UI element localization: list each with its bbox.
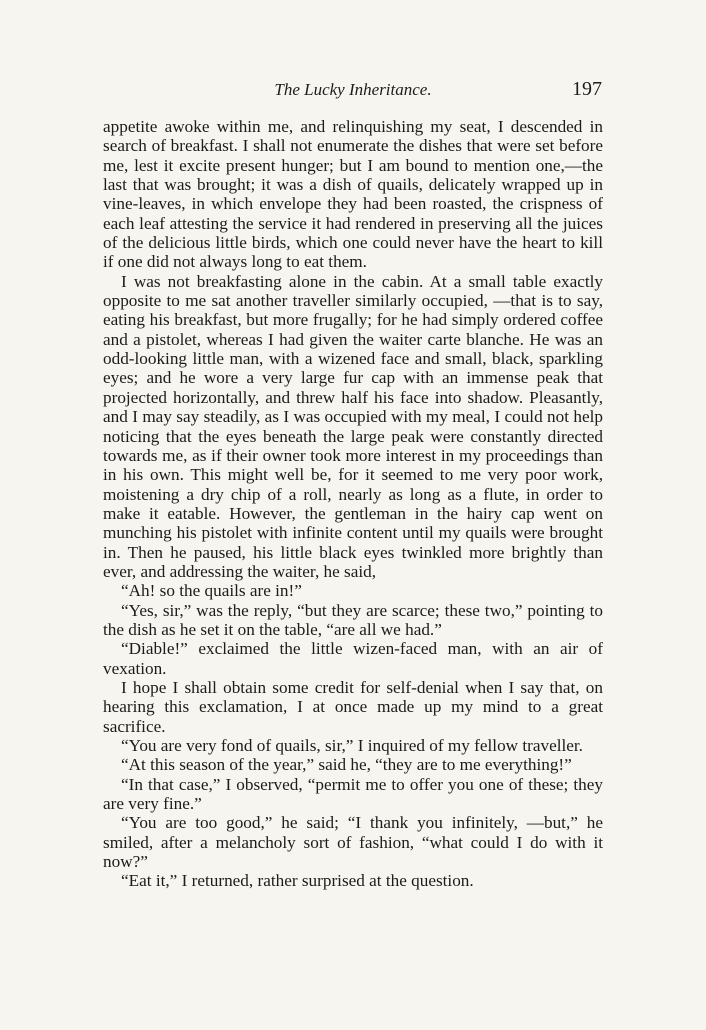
dialogue-paragraph: “You are very fond of quails, sir,” I inquired of my fellow traveller.	[121, 736, 583, 755]
page-header	[104, 80, 602, 104]
page-number: 197	[572, 78, 602, 100]
body-text	[103, 117, 603, 891]
paragraph: I was not breakfasting alone in the cabin. At a small table exactly opposite to me sat another traveller similarly occupied, —that is to say, eating his breakfast, but more frugally; for he had simply ordered coffee and a pistolet, whereas I had given the waiter carte blanche. He was an odd-looking little man, with a wizened face and small, black, sparkling eyes; and he wore a very large fur cap with an immense peak that projected horizontally, and threw half his face into shadow. Pleasantly, and I may say steadily, as I was occupied with my meal, I could not help noticing that the eyes beneath the large peak were constantly directed towards me, as if their owner took more interest in my proceedings than in his own. This might well be, for it seemed to me very poor work, moistening a dry chip of a roll, nearly as long as a flute, in order to make it eatable. However, the gentleman in the hairy cap went on munching his pistolet with infinite content until my quails were brought in. Then he paused, his little black eyes twinkled more brightly than ever, and addressing the waiter, he said,	[103, 271, 603, 581]
dialogue-paragraph: “Eat it,” I returned, rather surprised at the question.	[121, 871, 474, 891]
running-title: The Lucky Inheritance.	[274, 80, 432, 99]
dialogue-paragraph: “In that case,” I observed, “permit me to offer you one of these; they are very fine.”	[103, 774, 603, 814]
dialogue-paragraph: “You are too good,” he said; “I thank you infinitely, —but,” he smiled, after a melancholy sort of fashion, “what could I do with it now?”	[103, 813, 603, 872]
dialogue-paragraph: “Yes, sir,” was the reply, “but they are scarce; these two,” pointing to the dish as he set it on the table, “are all we had.”	[103, 600, 603, 639]
paragraph: I hope I shall obtain some credit for self-denial when I say that, on hearing this exclamation, I at once made up my mind to a great sacrifice.	[103, 677, 603, 736]
paragraph: appetite awoke within me, and relinquishing my seat, I descended in search of breakfast. I shall not enumerate the dishes that were set before me, lest it excite present hunger; but I am bound to mention one,—the last that was brought; it was a dish of quails, delicately wrapped up in vine-leaves, in which envelope they had been roasted, the crispness of each leaf attesting the service it had rendered in preserving all the juices of the delicious little birds, which one could never have the heart to kill if one did not always long to eat them.	[103, 117, 603, 272]
dialogue-paragraph: “Diable!” exclaimed the little wizen-faced man, with an air of vexation.	[103, 639, 603, 678]
dialogue-paragraph: “At this season of the year,” said he, “they are to me everything!”	[121, 755, 572, 775]
dialogue-paragraph: “Ah! so the quails are in!”	[121, 581, 302, 601]
